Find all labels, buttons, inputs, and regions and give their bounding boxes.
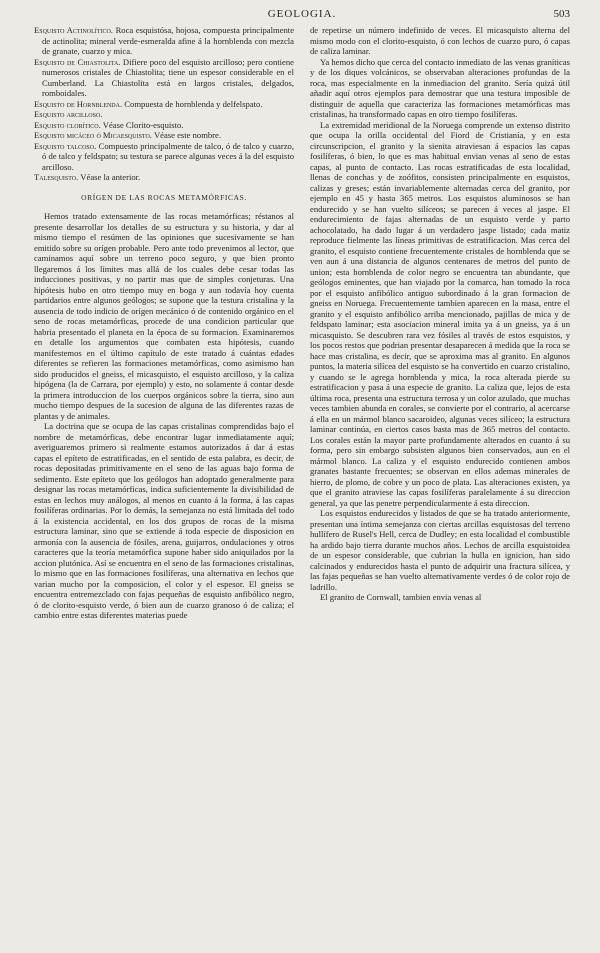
page-title: GEOLOGIA. <box>267 8 337 20</box>
entry-term: Talesquisto. <box>34 172 79 182</box>
right-column <box>310 25 570 950</box>
body-paragraph: La extremidad meridional de la Noruega comprende un extenso distrito que ocupa la orilla occidental del Fiord de Cristianía, y en esta circunscripcion, el granito y la sienita atraviesan á espacios las capas fosilíferas, ó bien, lo que es mas habitual envian venas al seno de estas capas, al punto de contacto. Las rocas estratificadas de esta localidad, llenas de conchas y de zoófitos, consisten principalmente en esquistos, calizas y greses; están invariablemente alternadas cerca del granito, por ejemplo en 45 y hasta 365 metros. Los esquistos aluminosos se han endurecido y se han vuelto silíceos; se parecen á veces al jaspe. El endurecimiento de fajas alternadas de un esquisto verde y parto achocolatado, ha dado lugar á un verdadero jaspe listado; cada matiz reproduce fielmente las líneas primitivas de estratificacion. Mas cerca del granito, el esquisto contiene frecuentemente cristales de hornblenda que se ven aun á una distancia de algunos centenares de metros del punto de union; esta hornblenda de color negro se encuentra tan abundante, que geólogos eminentes, que han viajado por la comarca, han tomado la roca por el esquisto anfibólico antiguo subordinado á la gran formacion de gneiss en Noruega. Frecuentemente tambien aparecen en la masa, entre el granito y el esquisto anfibólico arriba mencionado, pajillas de mica y de feldspato laminar; esta asociacion mineral imita ya á un gneiss, ya á un micasquisto. Se descubren rara vez fósiles al través de estos esquistos, y los pocos restos que podrian presentar desaparecen á medida que la roca se hace mas cristalina, es decir, que se aproxima mas al granito. En algunos puntos, la materia silícea del esquisto se ha convertido en cuarzo cristalino, y cuando se le agrega hornblenda y mica, la roca alterada pierde su estratificacion y pasa á una especie de granito. La caliza que, lejos de esta última roca, presenta una estructura terrosa y un color azulado, que muchas veces tambien abunda en corales, se convierte por el contrario, al acercarse á ella en un mármol blanco sacaroideo, algunas veces silíceo; la estructura laminar continúa, en ciertos casos basta mas de 365 metros del contacto. Los corales están la mayor parte profundamente alterados en cuanto á su forma, pero sin embargo subsisten algunos bien conservados, aun en el mármol blanco. La caliza y el esquisto endurecido contienen ambos granates bastante frecuentes; se observan en ellos ademas minerales de hierro, de plomo, de cobre y un poco de plata. Las alteraciones existen, ya que el granito atraviese las capas fosilíferas paralelamente á su direccion general, ya que las penetre perpendicularmente á esta direccion. <box>310 119 570 508</box>
body-paragraph: El granito de Cornwall, tambien envia venas al <box>320 592 482 602</box>
body-paragraph: Ya hemos dicho que cerca del contacto inmediato de las venas graníticas y de los diques volcánicos, se observaban alteraciones profundas de la roca, mas especialmente en la inmediacion del granito. Sería quizá útil añadir aquí otros ejemplos para demostrar que una testura imposible de distinguir de aquella que caracteriza las formaciones metamórficas mas cristalinas, ha transformado capas en otro tiempo fosilíferas. <box>310 56 570 119</box>
glossary-entry <box>34 57 294 99</box>
section-heading: ORÍGEN DE LAS ROCAS METAMÓRFICAS. <box>81 192 247 202</box>
body-paragraph: Hemos tratado extensamente de las rocas metamórficas; réstanos al presente desarrollar los detalles de su estructura y su historia, y dar al mismo tiempo el resúmen de las opiniones que sucesivamente se han emitido sobre su orígen probable. Pero ante todo prevenimos al lector, que caminamos aquí sobre un terreno poco seguro, y que bien pronto llegaremos á los límites mas allá de los cuales debe cesar todas las inducciones positivas, y no partir mas que de simples conjeturas. Una hipótesis hubo en otro tiempo muy en boga y aun todavía hoy cuenta partidarios entre algunos geólogos; se supone que la testura cristalina y la ausencia de todo indicio de orígen mecánico ó de contenido orgánico en el seno de rocas metamórficas, procede de una condicion particular que habria presentado el planeta en la época de su formacion. Examinaremos en detalle los argumentos que combaten esta hipótesis, cuando manifestemos en el último capítulo de este tratado á cuántas edades diferentes se refieren las formaciones metamórficas, como asimismo han sido producidos el gneiss, el micasquisto, el esquisto arcilloso, y la caliza hipógena (la de Carrara, por ejemplo) y esto, no solamente á contar desde la primera introduccion de los cuerpos orgánicos sobre la tierra, sino aun mucho tiempo despues de la sucesion de alguna de las diferentes razas de plantas y de animales. <box>34 211 294 421</box>
glossary-entry <box>34 109 294 120</box>
left-column <box>34 25 294 950</box>
glossary-entry <box>34 25 294 57</box>
entry-term: Esquisto micáceo ó Micaesquisto. <box>34 130 152 140</box>
entry-term: Esquisto talcoso. <box>34 140 97 151</box>
entry-text: Difiere poco del esquisto arcilloso; pero contiene numerosos cristales de Chiastolita; tiene un espesor considerable en el Cumberland. La Chiastolita está en largos cristales, delgados, romboidales. <box>42 56 294 98</box>
page-number: 503 <box>553 8 570 20</box>
body-paragraph: de repetirse un número indefinido de veces. El micasquisto alterna del mismo modo con el clorito-esquisto, ó con lechos de cuarzo puro, ó capas de caliza laminar. <box>310 25 570 56</box>
body-paragraph: La doctrina que se ocupa de las capas cristalinas comprendidas bajo el nombre de metamórficas, debe encontrar lugar inmediatamente aquí; averiguaremos primero si realmente estamos autorizados á dar á estas capas el epíteto de estratificadas, en el sentido de esta palabra, es decir, de rocas depositadas primitivamente en el seno de las aguas bajo forma de sedimento. Este epíteto que los geólogos han adoptado generalmente para designar las rocas metamórficas, indica suficientemente la divisibilidad de estas en lechos muy análogos, al menos en cuanto á la forma, á las capas fosilíferas ordinarias. Por lo demás, la semejanza no está limitada del todo á la existencia accidental, en los dos grupos de rocas de la misma estructura laminar, sino que se extiende á toda especie de disposicion en armonía con la ausencia de fósiles, arena, guijarros, ondulaciones y otros caracteres que la teoría metamórfica supone haber sido aniquilados por la accion plutónica. Así se encuentra en el seno de las formaciones cristalinas, lo mismo que en las formaciones fosilíferas, una alternativa en lechos que varian mucho por la composicion, el color y el espesor. El gneiss se encuentra entremezclado con fajas pequeñas de esquisto anfibólico negro, ó de clorito-esquisto verde, ó bien aun de cuarzo granoso ó de caliza; el cambio entre estas diferentes materias puede <box>34 421 294 620</box>
entry-term: Esquisto de Hornblenda. <box>34 98 123 109</box>
entry-text: Véase Clorito-esquisto. <box>102 119 184 130</box>
entry-term: Esquisto Actinolítico. <box>34 25 113 35</box>
glossary-entry <box>34 172 294 183</box>
glossary-entry <box>34 99 294 110</box>
glossary-entry <box>34 120 294 131</box>
entry-text: Véase este nombre. <box>153 130 222 140</box>
entry-text: Compuesta de hornblenda y delfelspato. <box>124 98 263 109</box>
glossary-entry <box>34 130 294 141</box>
entry-term: Esquisto arcilloso. <box>34 109 103 119</box>
entry-term: Esquisto clorítico. <box>34 119 101 130</box>
text-columns <box>34 25 570 950</box>
glossary-entry <box>34 141 294 173</box>
entry-text: Compuesto principalmente de talco, ó de talco y cuarzo, ó de talco y feldspato; su testura se parece algunas veces á la del esquisto arcilloso. <box>42 140 294 172</box>
entry-text: Roca esquistósa, hojosa, compuesta principalmente de actinolita; mineral verde-esmeralda afine á la hornblenda con mezcla de granate, cuarzo y mica. <box>42 25 294 56</box>
running-head <box>34 8 570 22</box>
entry-term: Esquisto de Chiastolita. <box>34 56 121 67</box>
entry-text: Véase la anterior. <box>80 172 141 182</box>
body-paragraph: Los esquistos endurecidos y listados de que se ha tratado anteriormente, presentan una íntima semejanza con ciertas arcillas esquistosas del terreno hullífero de Rusel's Hell, cerca de Dudley; en esta localidad el combustible ha ardido bajo tierra durante muchos años. Lechos de arcilla esquistoidea de un espesor considerable, que cubrian la hulla en ignicion, han sido calcinados y endurecidos hasta el punto de adquirir una fractura silícea, y las fajas pequeñas se han vuelto alternativamente verdes ó de color rojo de ladrillo. <box>310 508 570 592</box>
